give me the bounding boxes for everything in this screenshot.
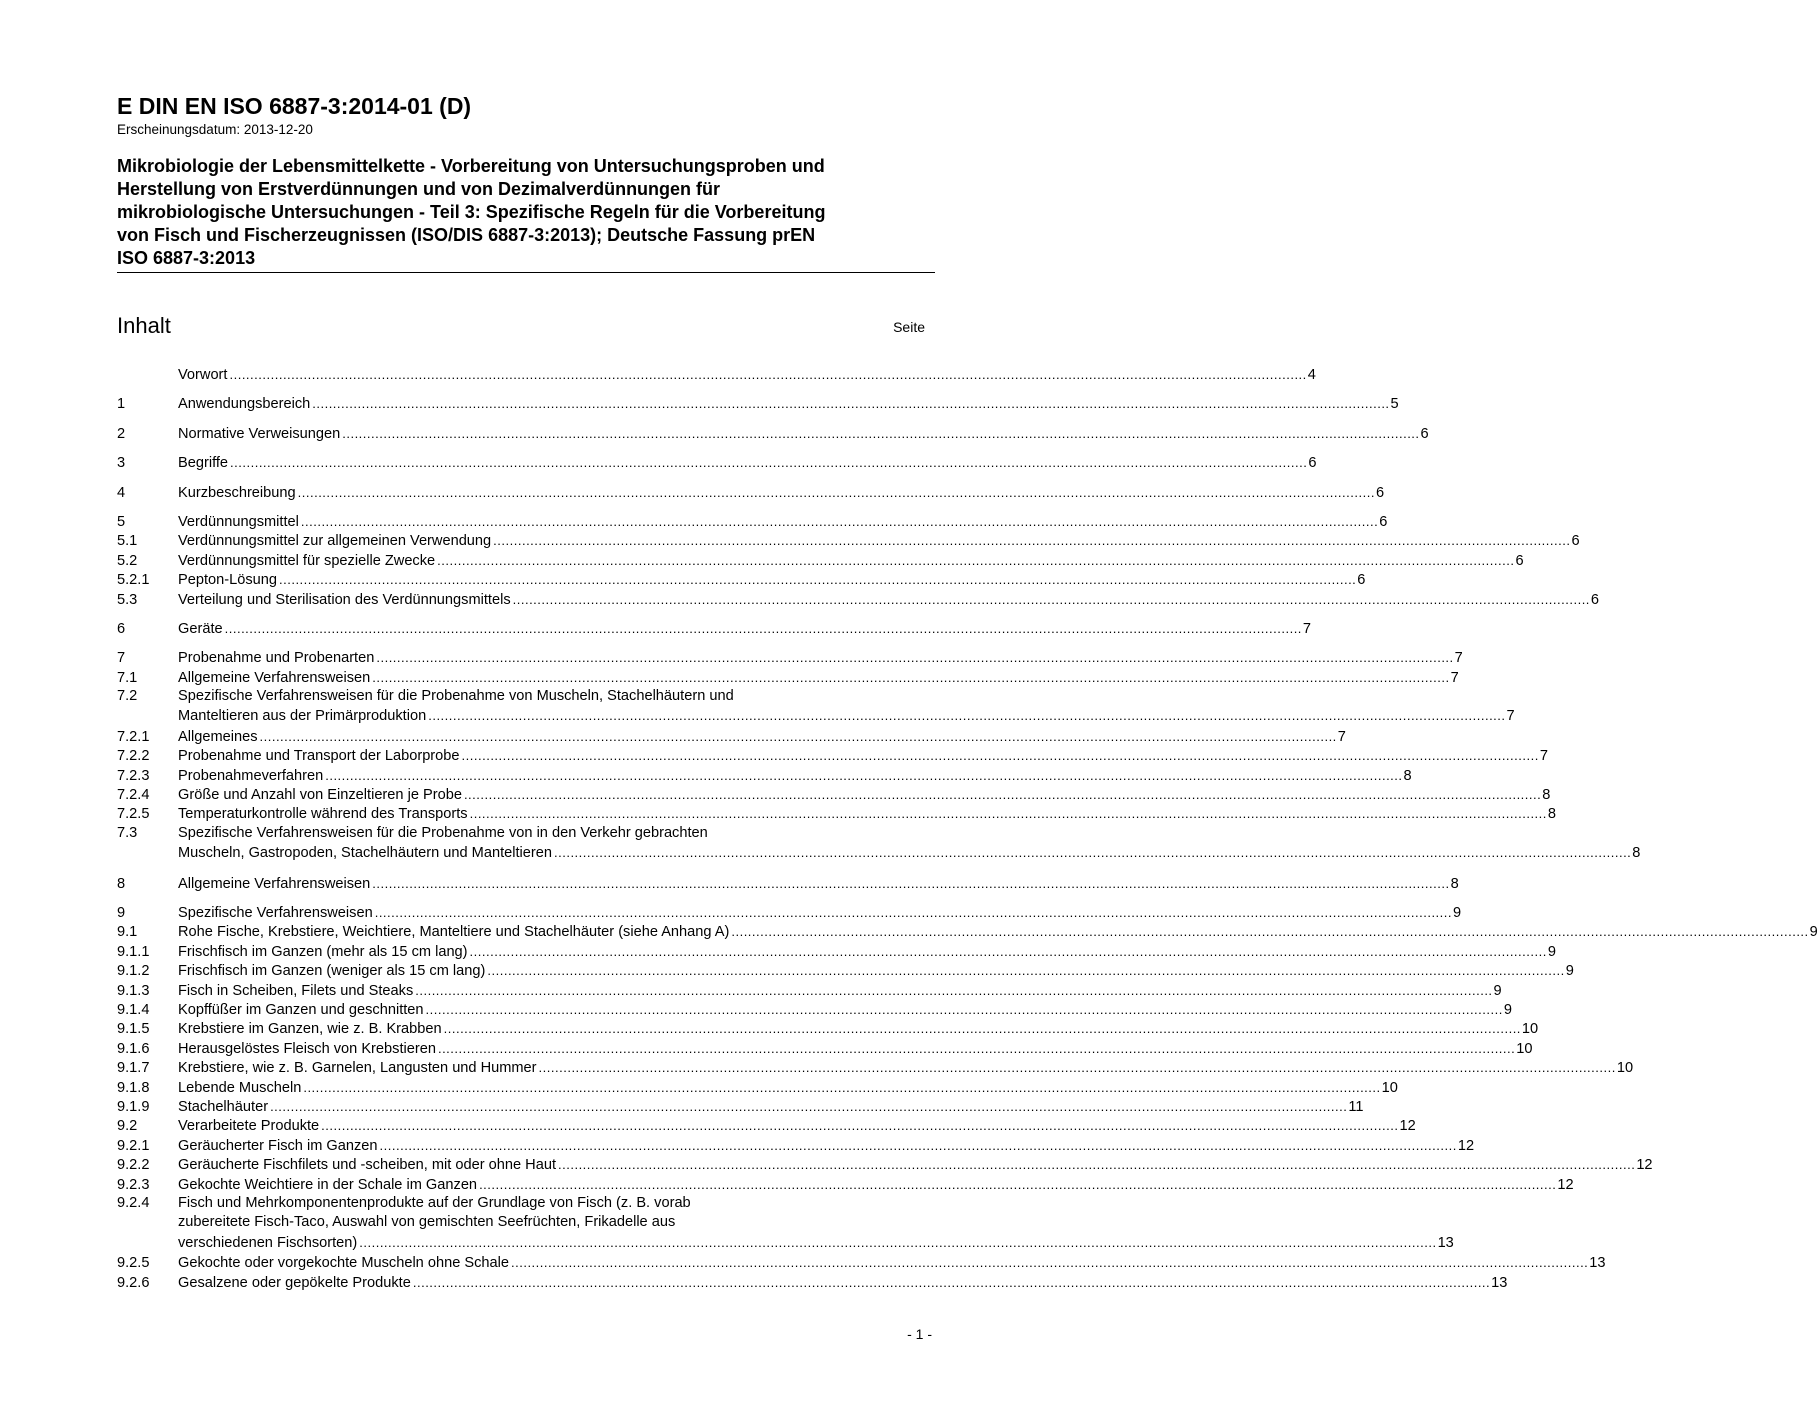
toc-entry-page: 6 <box>1515 552 1524 569</box>
toc-entry-title-row <box>178 1116 1416 1136</box>
toc-entry-page: 9 <box>1503 1002 1512 1018</box>
table-of-contents <box>117 365 1818 1292</box>
toc-entry-content <box>178 804 1557 824</box>
toc-entry[interactable] <box>117 1136 1475 1155</box>
toc-page-column-label: Seite <box>893 319 925 335</box>
toc-entry-content <box>178 903 1462 923</box>
toc-entry-content <box>178 1273 1508 1293</box>
toc-entry[interactable] <box>117 551 1524 570</box>
toc-entry-number: 8 <box>117 875 126 892</box>
toc-dot-leader <box>470 942 1547 961</box>
toc-entry-title: verschiedenen Fischsorten) <box>178 1234 358 1251</box>
toc-entry-number: 7.2.3 <box>117 767 150 784</box>
toc-entry-title: Lebende Muscheln <box>178 1079 302 1096</box>
toc-entry-title-row <box>178 1253 1606 1273</box>
toc-entry-number: 1 <box>117 396 126 413</box>
toc-entry-title-row <box>178 961 1574 981</box>
toc-entry-title-row <box>178 1155 1653 1175</box>
toc-entry-title: Verarbeitete Produkte <box>178 1118 320 1135</box>
toc-entry-number: 9.1.7 <box>117 1060 150 1077</box>
toc-entry-title: Krebstiere im Ganzen, wie z. B. Krabben <box>178 1021 442 1038</box>
toc-entry[interactable] <box>117 804 1557 823</box>
toc-entry-title: Normative Verweisungen <box>178 425 341 442</box>
toc-entry[interactable] <box>117 824 1641 864</box>
toc-entry-title-row <box>178 706 1515 726</box>
toc-entry-page: 6 <box>1379 513 1388 530</box>
toc-entry-number: 7.2.2 <box>117 748 150 765</box>
toc-entry[interactable] <box>117 590 1600 609</box>
toc-dot-leader <box>513 590 1590 609</box>
toc-entry[interactable] <box>117 1097 1364 1116</box>
toc-entry-title-row <box>178 648 1463 668</box>
toc-entry[interactable] <box>117 394 1399 413</box>
toc-entry-page: 6 <box>1571 533 1580 550</box>
toc-entry-number: 7.3 <box>117 824 138 841</box>
toc-entry-number: 5.3 <box>117 591 138 608</box>
toc-entry-content <box>178 570 1366 590</box>
toc-entry-title: Geräucherte Fischfilets und -scheiben, mit oder ohne Haut <box>178 1157 557 1174</box>
subject-line: ISO 6887-3:2013 <box>117 248 256 268</box>
toc-entry-number: 4 <box>117 484 126 501</box>
toc-dot-leader <box>493 531 1570 550</box>
toc-dot-leader <box>298 483 1375 502</box>
toc-entry-page: 10 <box>1616 1060 1634 1077</box>
toc-dot-leader <box>380 1136 1457 1155</box>
toc-entry-title-row <box>178 766 1412 786</box>
toc-entry[interactable] <box>117 874 1459 893</box>
toc-entry-content <box>178 727 1346 747</box>
toc-entry-page: 12 <box>1557 1176 1574 1193</box>
toc-dot-leader <box>303 1078 1380 1097</box>
toc-dot-leader <box>731 922 1808 941</box>
toc-entry-title: Fisch in Scheiben, Filets und Steaks <box>178 982 414 999</box>
toc-dot-leader <box>426 1000 1503 1019</box>
toc-entry[interactable] <box>117 727 1346 746</box>
toc-entry[interactable] <box>117 453 1317 472</box>
toc-entry-title-row <box>178 531 1580 551</box>
toc-entry-number: 7 <box>117 650 126 667</box>
toc-entry-title-row <box>178 668 1459 688</box>
toc-dot-leader <box>312 394 1389 413</box>
toc-entry-title-row <box>178 394 1399 414</box>
toc-entry-title-row <box>178 922 1818 942</box>
toc-entry[interactable] <box>117 668 1459 687</box>
toc-entry-content <box>178 981 1502 1001</box>
toc-dot-leader <box>375 903 1452 922</box>
toc-entry[interactable] <box>117 619 1312 638</box>
toc-entry-title-line: Spezifische Verfahrensweisen für die Probenahme von Muscheln, Stachelhäutern und <box>178 688 734 705</box>
toc-entry-title: Verteilung und Sterilisation des Verdünnungsmittels <box>178 591 511 608</box>
toc-entry[interactable] <box>117 1058 1634 1077</box>
toc-entry[interactable] <box>117 570 1366 589</box>
toc-header <box>117 312 925 342</box>
toc-entry[interactable] <box>117 766 1412 785</box>
toc-entry-title-row <box>178 619 1311 639</box>
toc-entry-title: Verdünnungsmittel für spezielle Zwecke <box>178 552 436 569</box>
toc-entry-page: 8 <box>1547 806 1557 823</box>
toc-entry-page: 9 <box>1565 963 1574 980</box>
toc-dot-leader <box>270 1097 1347 1116</box>
toc-entry-number: 9.1.5 <box>117 1021 150 1038</box>
toc-entry-number: 9.1 <box>117 924 138 941</box>
toc-entry[interactable] <box>117 961 1574 980</box>
toc-entry-title-row <box>178 365 1316 385</box>
toc-entry[interactable] <box>117 512 1388 531</box>
toc-entry-number: 5.2 <box>117 552 138 569</box>
toc-entry[interactable] <box>117 981 1502 1000</box>
toc-entry-content <box>178 766 1412 786</box>
toc-entry-content <box>178 453 1317 473</box>
document-page <box>117 92 1818 1292</box>
toc-entry-content <box>178 483 1385 503</box>
toc-entry-title-line: Fisch und Mehrkomponentenprodukte auf der Grundlage von Fisch (z. B. vorab <box>178 1194 691 1211</box>
toc-entry-title-row <box>178 570 1365 590</box>
toc-entry-page: 11 <box>1348 1098 1364 1115</box>
toc-dot-leader <box>444 1019 1521 1038</box>
toc-dot-leader <box>539 1058 1616 1077</box>
toc-entry-title: Temperaturkontrolle während des Transports <box>178 806 468 823</box>
toc-entry-title-row <box>178 590 1599 610</box>
document-subject <box>117 155 935 273</box>
toc-entry-title: Stachelhäuter <box>178 1098 269 1115</box>
toc-dot-leader <box>487 961 1564 980</box>
toc-entry[interactable] <box>117 1155 1653 1174</box>
toc-entry[interactable] <box>117 922 1818 941</box>
toc-entry-number: 9.1.8 <box>117 1079 150 1096</box>
toc-entry-content <box>178 668 1459 688</box>
toc-entry-page: 4 <box>1307 367 1316 383</box>
toc-entry-title: Größe und Anzahl von Einzeltieren je Probe <box>178 787 462 804</box>
toc-entry-title-row <box>178 1136 1474 1156</box>
toc-entry[interactable] <box>117 1194 1454 1253</box>
toc-entry-content <box>178 1136 1475 1156</box>
toc-entry-number: 9.2.3 <box>117 1176 150 1193</box>
subject-line: Herstellung von Erstverdünnungen und von Dezimalverdünnungen für <box>117 179 721 199</box>
toc-entry-content <box>178 687 1515 727</box>
toc-entry-content <box>178 1000 1512 1020</box>
toc-entry-title: Rohe Fische, Krebstiere, Weichtiere, Manteltiere und Stachelhäuter (siehe Anhang A) <box>178 924 730 941</box>
toc-entry-page: 12 <box>1636 1157 1653 1174</box>
toc-entry-title-row <box>178 1097 1364 1117</box>
toc-dot-leader <box>438 1039 1515 1058</box>
toc-entry-title: Muscheln, Gastropoden, Stachelhäutern und Manteltieren <box>178 845 552 862</box>
toc-dot-leader <box>464 785 1541 804</box>
toc-entry-title-row <box>178 903 1461 923</box>
toc-entry-title-row <box>178 785 1550 805</box>
toc-entry-content <box>178 648 1463 668</box>
toc-dot-leader <box>558 1155 1635 1174</box>
toc-entry-page: 10 <box>1381 1079 1398 1096</box>
toc-entry-page: 10 <box>1521 1021 1539 1038</box>
toc-dot-leader <box>260 727 1337 746</box>
toc-entry-content <box>178 1253 1606 1273</box>
toc-entry-title: Geräucherter Fisch im Ganzen <box>178 1137 378 1154</box>
toc-entry[interactable] <box>117 1253 1606 1272</box>
toc-entry-content <box>178 942 1556 962</box>
toc-entry-content <box>178 365 1316 385</box>
subject-line: mikrobiologische Untersuchungen - Teil 3: Spezifische Regeln für die Vorbereitung <box>117 202 826 222</box>
toc-entry-content <box>178 512 1388 532</box>
toc-entry-page: 6 <box>1375 484 1385 501</box>
toc-entry-page: 12 <box>1457 1137 1475 1154</box>
toc-entry-page: 6 <box>1308 455 1317 472</box>
toc-entry-number: 7.2.5 <box>117 806 150 823</box>
toc-entry-page: 7 <box>1454 650 1463 667</box>
toc-entry-title-row <box>178 1019 1538 1039</box>
toc-entry-title-row <box>178 1273 1507 1293</box>
toc-entry-content <box>178 1194 1454 1253</box>
toc-entry-number: 5.2.1 <box>117 572 150 589</box>
toc-dot-leader <box>376 648 1453 667</box>
toc-entry-title: Gekochte oder vorgekochte Muscheln ohne Schale <box>178 1255 509 1272</box>
toc-entry-number: 7.1 <box>117 669 138 686</box>
toc-entry-number: 9.2 <box>117 1118 138 1135</box>
toc-entry-title: Anwendungsbereich <box>178 396 311 413</box>
toc-entry-title: Verdünnungsmittel <box>178 513 299 530</box>
toc-entry-title: Kurzbeschreibung <box>178 484 296 501</box>
toc-entry-page: 7 <box>1450 669 1459 686</box>
toc-entry-title: Probenahme und Probenarten <box>178 650 375 667</box>
toc-entry-title: Krebstiere, wie z. B. Garnelen, Langusten und Hummer <box>178 1060 537 1077</box>
toc-entry-number: 7.2.1 <box>117 728 150 745</box>
toc-entry-number: 9 <box>117 905 126 922</box>
toc-entry-title-row <box>178 727 1346 747</box>
toc-entry-page: 9 <box>1809 924 1818 941</box>
toc-entry-title: Spezifische Verfahrensweisen <box>178 905 373 922</box>
toc-entry-title-row <box>178 551 1524 571</box>
toc-entry-title-row <box>178 981 1502 1001</box>
toc-entry-title: Allgemeine Verfahrensweisen <box>178 669 371 686</box>
toc-entry-title: Vorwort <box>178 367 228 383</box>
toc-entry-page: 7 <box>1337 728 1346 745</box>
toc-entry-content <box>178 874 1459 894</box>
toc-entry-title: Pepton-Lösung <box>178 572 277 589</box>
toc-entry[interactable] <box>117 903 1462 922</box>
toc-entry-number: 7.2.4 <box>117 787 150 804</box>
toc-entry-number: 9.1.3 <box>117 982 150 999</box>
toc-entry-content <box>178 1039 1533 1059</box>
toc-entry-page: 12 <box>1399 1118 1416 1135</box>
toc-entry-title-row <box>178 874 1459 894</box>
toc-entry-content <box>178 619 1312 639</box>
toc-heading: Inhalt <box>117 313 171 338</box>
toc-entry-number: 3 <box>117 455 126 472</box>
toc-dot-leader <box>279 570 1356 589</box>
toc-entry-title-row <box>178 483 1384 503</box>
toc-entry-number: 9.1.2 <box>117 963 150 980</box>
toc-entry-content <box>178 961 1574 981</box>
toc-entry[interactable] <box>117 531 1580 550</box>
toc-dot-leader <box>230 453 1307 472</box>
toc-entry-page: 5 <box>1390 396 1399 413</box>
toc-entry-content <box>178 1116 1416 1136</box>
toc-entry-page: 6 <box>1420 425 1429 442</box>
toc-entry[interactable] <box>117 942 1556 961</box>
toc-entry[interactable] <box>117 1000 1512 1019</box>
toc-entry-title: Gesalzene oder gepökelte Produkte <box>178 1274 411 1291</box>
toc-dot-leader <box>479 1175 1556 1194</box>
toc-entry-number: 9.1.6 <box>117 1040 150 1057</box>
toc-entry[interactable] <box>117 746 1548 765</box>
toc-dot-leader <box>415 981 1492 1000</box>
toc-entry-title: Probenahme und Transport der Laborprobe <box>178 748 460 765</box>
toc-entry-content <box>178 590 1600 610</box>
toc-entry-number: 9.1.4 <box>117 1002 150 1018</box>
toc-entry-page: 7 <box>1539 748 1548 765</box>
toc-entry-title-row <box>178 1078 1398 1098</box>
toc-entry-title-row <box>178 1233 1454 1253</box>
toc-entry-page: 7 <box>1302 620 1312 637</box>
toc-entry-title-row <box>178 424 1429 444</box>
toc-entry-page: 9 <box>1493 982 1502 999</box>
publication-date: Erscheinungsdatum: 2013-12-20 <box>117 122 313 137</box>
subject-line: Mikrobiologie der Lebensmittelkette - Vorbereitung von Untersuchungsproben und <box>117 156 825 176</box>
toc-dot-leader <box>225 619 1302 638</box>
toc-entry-number: 9.2.1 <box>117 1137 150 1154</box>
toc-dot-leader <box>229 365 1306 384</box>
toc-dot-leader <box>342 424 1419 443</box>
toc-entry-number: 5.1 <box>117 533 138 550</box>
toc-entry-page: 8 <box>1450 875 1459 892</box>
toc-dot-leader <box>372 874 1449 893</box>
toc-entry-title: Herausgelöstes Fleisch von Krebstieren <box>178 1040 436 1057</box>
toc-entry-title-row <box>178 942 1556 962</box>
toc-entry-title: Frischfisch im Ganzen (mehr als 15 cm lang) <box>178 943 468 960</box>
toc-entry-page: 8 <box>1542 787 1551 804</box>
toc-entry[interactable] <box>117 1078 1398 1097</box>
toc-entry-title-line: Spezifische Verfahrensweisen für die Probenahme von in den Verkehr gebrachten <box>178 824 708 841</box>
toc-entry-title-row <box>178 804 1556 824</box>
toc-entry-title: Probenahmeverfahren <box>178 767 324 784</box>
toc-entry-content <box>178 922 1818 942</box>
toc-entry-content <box>178 824 1641 864</box>
toc-entry[interactable] <box>117 424 1429 443</box>
toc-entry-page: 9 <box>1453 905 1462 922</box>
toc-entry-content <box>178 1019 1539 1039</box>
toc-entry[interactable] <box>117 1019 1539 1038</box>
toc-entry[interactable] <box>117 687 1515 727</box>
toc-entry-title-row <box>178 512 1387 532</box>
toc-entry-title: Allgemeine Verfahrensweisen <box>178 875 371 892</box>
toc-entry-content <box>178 1175 1574 1195</box>
page-number: - 1 - <box>907 1326 932 1342</box>
toc-dot-leader <box>321 1116 1398 1135</box>
toc-entry-title-row <box>178 1175 1574 1195</box>
toc-entry[interactable] <box>117 483 1385 502</box>
toc-entry-page: 6 <box>1357 572 1366 589</box>
toc-entry-content <box>178 1078 1398 1098</box>
toc-entry-title: Verdünnungsmittel zur allgemeinen Verwendung <box>178 533 492 550</box>
toc-entry-number: 6 <box>117 620 126 637</box>
toc-entry-content <box>178 785 1551 805</box>
toc-entry-title: Begriffe <box>178 455 229 472</box>
toc-entry-content <box>178 394 1399 414</box>
toc-entry-content <box>178 424 1429 444</box>
toc-entry[interactable] <box>117 785 1551 804</box>
toc-entry-title: Gekochte Weichtiere in der Schale im Ganzen <box>178 1176 478 1193</box>
toc-entry-title-row <box>178 453 1316 473</box>
toc-dot-leader <box>470 804 1547 823</box>
toc-entry-title-row <box>178 1000 1512 1020</box>
toc-entry[interactable] <box>117 1116 1416 1135</box>
toc-entry-title: Allgemeines <box>178 728 258 745</box>
toc-entry-content <box>178 746 1548 766</box>
toc-entry-content <box>178 1155 1653 1175</box>
toc-dot-leader <box>413 1273 1490 1292</box>
toc-entry-title: Geräte <box>178 620 223 637</box>
toc-entry-page: 9 <box>1547 943 1556 960</box>
toc-dot-leader <box>437 551 1514 570</box>
toc-dot-leader <box>428 706 1505 725</box>
toc-entry-number: 7.2 <box>117 688 138 705</box>
toc-entry-title: Frischfisch im Ganzen (weniger als 15 cm lang) <box>178 963 486 980</box>
toc-entry[interactable] <box>117 1175 1574 1194</box>
toc-entry-number: 9.2.6 <box>117 1274 150 1291</box>
toc-entry-title-row <box>178 1039 1532 1059</box>
toc-entry-page: 13 <box>1491 1274 1508 1291</box>
toc-entry[interactable] <box>117 1273 1508 1292</box>
toc-entry-title-row <box>178 1058 1633 1078</box>
toc-entry-page: 6 <box>1590 591 1600 608</box>
toc-entry[interactable] <box>117 1039 1533 1058</box>
toc-entry-number: 9.2.4 <box>117 1194 150 1211</box>
toc-entry-title: Manteltieren aus der Primärproduktion <box>178 708 427 725</box>
toc-dot-leader <box>554 843 1631 862</box>
toc-entry-page: 7 <box>1506 708 1515 725</box>
toc-dot-leader <box>372 668 1449 687</box>
toc-entry-page: 13 <box>1589 1255 1606 1272</box>
toc-entry[interactable] <box>117 365 1316 384</box>
toc-entry-number: 2 <box>117 425 126 442</box>
toc-entry-title-row <box>178 746 1548 766</box>
document-title: E DIN EN ISO 6887-3:2014-01 (D) <box>117 93 472 119</box>
toc-entry-number: 9.1.9 <box>117 1098 150 1115</box>
toc-entry-number: 9.1.1 <box>117 943 150 960</box>
toc-dot-leader <box>325 766 1402 785</box>
toc-entry-content <box>178 531 1580 551</box>
toc-entry-content <box>178 1058 1634 1078</box>
toc-entry-number: 9.2.5 <box>117 1255 150 1272</box>
toc-dot-leader <box>511 1253 1588 1272</box>
toc-dot-leader <box>301 512 1378 531</box>
toc-entry-title-line: zubereitete Fisch-Taco, Auswahl von gemischten Seefrüchten, Frikadelle aus <box>178 1214 676 1231</box>
toc-entry-content <box>178 551 1524 571</box>
toc-entry-number: 5 <box>117 513 126 530</box>
toc-entry-content <box>178 1097 1364 1117</box>
toc-dot-leader <box>462 746 1539 765</box>
toc-dot-leader <box>359 1233 1436 1252</box>
toc-entry-number: 9.2.2 <box>117 1157 150 1174</box>
toc-entry-title: Kopffüßer im Ganzen und geschnitten <box>178 1002 424 1018</box>
toc-entry[interactable] <box>117 648 1463 667</box>
toc-entry-page: 8 <box>1632 845 1641 862</box>
toc-entry-page: 10 <box>1516 1040 1533 1057</box>
toc-entry-page: 13 <box>1437 1234 1454 1251</box>
toc-entry-title-row <box>178 843 1641 863</box>
toc-entry-page: 8 <box>1403 767 1412 784</box>
subject-line: von Fisch und Fischerzeugnissen (ISO/DIS 6887-3:2013); Deutsche Fassung prEN <box>117 225 816 245</box>
